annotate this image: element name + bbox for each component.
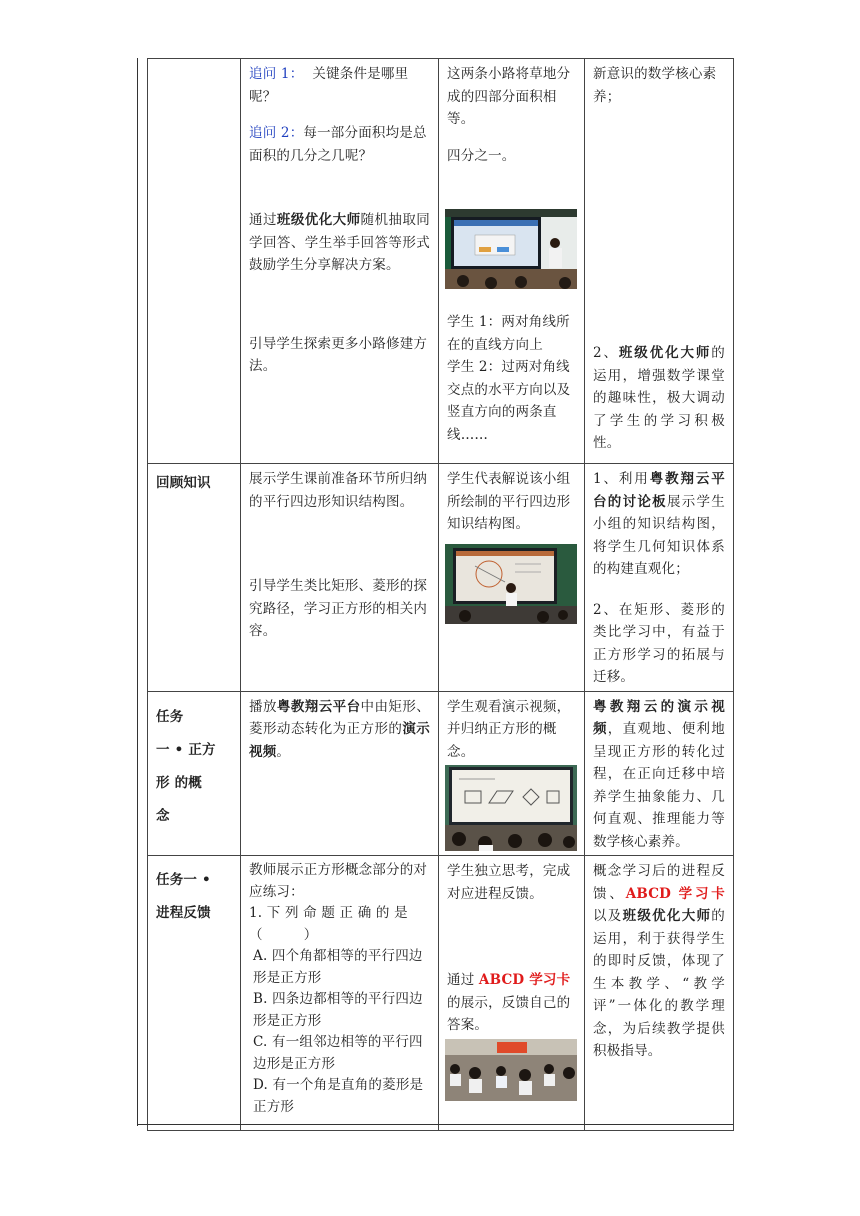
student-text: 学生观看演示视频，并归纳正方形的概念。 <box>447 698 571 760</box>
design-text: 2、在矩形、菱形的类比学习中，有益于正方形学习的拓展与迁移。 <box>593 601 725 685</box>
student-text: 学生独立思考，完成对应进程反馈。 <box>447 863 571 902</box>
table-bottom-border <box>137 1124 733 1125</box>
text-segment: 概念学习后的进程反馈、 <box>593 863 725 902</box>
text-segment: 随机抽取同学回答、学生举手回答等形式鼓励学生分享解决方案。 <box>249 212 431 273</box>
student-activity-cell <box>439 691 585 856</box>
stage-title-line: 任务一 • <box>156 872 211 888</box>
photo-video-demo <box>445 765 577 851</box>
table-row <box>148 464 734 692</box>
text-segment: 1、利用 <box>593 471 650 487</box>
student-activity-cell <box>439 464 585 692</box>
highlight-tool-name: 粤教翔云平台 <box>276 698 361 715</box>
teacher-activity-cell <box>241 59 439 464</box>
exercise-option-a: A. 四个角都相等的平行四边形是正方形 <box>253 948 423 986</box>
followup-question: 每一部分面积均是总面积的几分之几呢？ <box>249 125 427 164</box>
text-segment: 2、 <box>593 345 619 361</box>
stage-title-line: 念 <box>156 807 170 824</box>
followup-sep: ： <box>289 125 304 141</box>
exercise-option-c: C. 有一组邻边相等的平行四边形是正方形 <box>253 1034 423 1072</box>
table-row <box>148 59 734 464</box>
teacher-activity-cell <box>241 464 439 692</box>
stage-title: 回顾知识 <box>156 475 211 491</box>
highlight-learning-card: ABCD 学习卡 <box>625 885 725 902</box>
lesson-plan-table <box>147 58 734 1131</box>
text-segment: 的展示，反馈自己的答案。 <box>447 994 571 1033</box>
student-activity-cell <box>439 59 585 464</box>
exercise-option-d: D. 有一个角是直角的菱形是正方形 <box>253 1077 424 1115</box>
followup-label: 追问 1 <box>249 66 290 82</box>
text-segment: 。 <box>276 743 291 760</box>
text-segment: 以及 <box>593 908 623 924</box>
stage-cell <box>148 691 241 856</box>
stage-title-line: 形 的概 <box>156 774 202 791</box>
highlight-tool-name: 演示视频 <box>249 721 431 760</box>
teacher-activity-cell <box>241 856 439 1131</box>
photo-student-presenting <box>445 544 577 624</box>
stage-cell <box>148 856 241 1131</box>
highlight-tool-name: 班级优化大师 <box>622 908 712 924</box>
stage-cell <box>148 464 241 692</box>
student-answer: 四分之一。 <box>447 147 516 164</box>
text-segment: 通过 <box>249 212 277 228</box>
guidance-text: 引导学生探索更多小路修建方法。 <box>249 335 428 374</box>
table-row <box>148 856 734 1131</box>
highlight-tool-name: 班级优化大师 <box>618 345 712 361</box>
photo-students-cards <box>445 1039 577 1101</box>
followup-question: 关键条件是哪里呢？ <box>249 66 409 105</box>
student-text: 学生代表解说该小组所绘制的平行四边形知识结构图。 <box>447 471 571 532</box>
design-intent-cell <box>585 59 734 464</box>
text-segment: 播放 <box>249 698 277 715</box>
text-segment: 的运用，增强数学课堂的趣味性，极大调动了学生的学习积极性。 <box>593 345 725 451</box>
stage-title-line: 任务 <box>156 708 184 725</box>
design-intent-cell <box>585 691 734 856</box>
design-intent-cell <box>585 856 734 1131</box>
stage-title-line: 进程反馈 <box>156 905 211 921</box>
stage-title-line: 一 • 正方 <box>156 741 216 758</box>
student-answer: 这两条小路将草地分成的四部分面积相等。 <box>447 66 571 127</box>
text-segment: ，直观地、便利地呈现正方形的转化过程，在正向迁移中培养学生抽象能力、几何直观、推理能力等数学核心素养。 <box>593 721 725 850</box>
design-text: 新意识的数学核心素养； <box>593 66 717 105</box>
table-row <box>148 691 734 856</box>
exercise-intro: 教师展示正方形概念部分的对应练习： <box>249 862 428 900</box>
highlight-tool-name: 班级优化大师 <box>276 212 361 228</box>
text-segment: 的运用，利于获得学生的即时反馈，体现了生本教学、“教学评”一体化的教学理念，为后续教学提供积极指导。 <box>593 908 725 1059</box>
highlight-learning-card: ABCD 学习卡 <box>478 972 571 988</box>
design-intent-cell <box>585 464 734 692</box>
stage-cell <box>148 59 241 464</box>
student-activity-cell <box>439 856 585 1131</box>
highlight-tool-name: 粤教翔云平台的讨论板 <box>593 471 726 510</box>
student-answer: 学生 2：过两对角线交点的水平方向以及竖直方向的两条直线…… <box>447 359 571 443</box>
exercise-option-b: B. 四条边都相等的平行四边形是正方形 <box>253 991 423 1029</box>
followup-label: 追问 2 <box>249 125 290 141</box>
highlight-tool-name: 粤教翔云的演示视频 <box>593 698 725 737</box>
text-segment: 中由矩形、菱形动态转化为正方形的 <box>249 698 431 737</box>
text-segment: 通过 <box>447 972 479 988</box>
photo-classroom-teacher <box>445 209 577 289</box>
teacher-activity-cell <box>241 691 439 856</box>
teacher-text: 引导学生类比矩形、菱形的探究路径，学习正方形的相关内容。 <box>249 578 428 639</box>
student-answer: 学生 1：两对角线所在的直线方向上 <box>447 314 570 353</box>
followup-sep: ： <box>289 66 304 82</box>
text-segment: 展示学生小组的知识结构图，将学生几何知识体系的构建直观化； <box>593 493 725 577</box>
teacher-text: 展示学生课前准备环节所归纳的平行四边形知识结构图。 <box>249 471 428 510</box>
exercise-question: 1. 下 列 命 题 正 确 的 是（ ） <box>249 905 408 943</box>
